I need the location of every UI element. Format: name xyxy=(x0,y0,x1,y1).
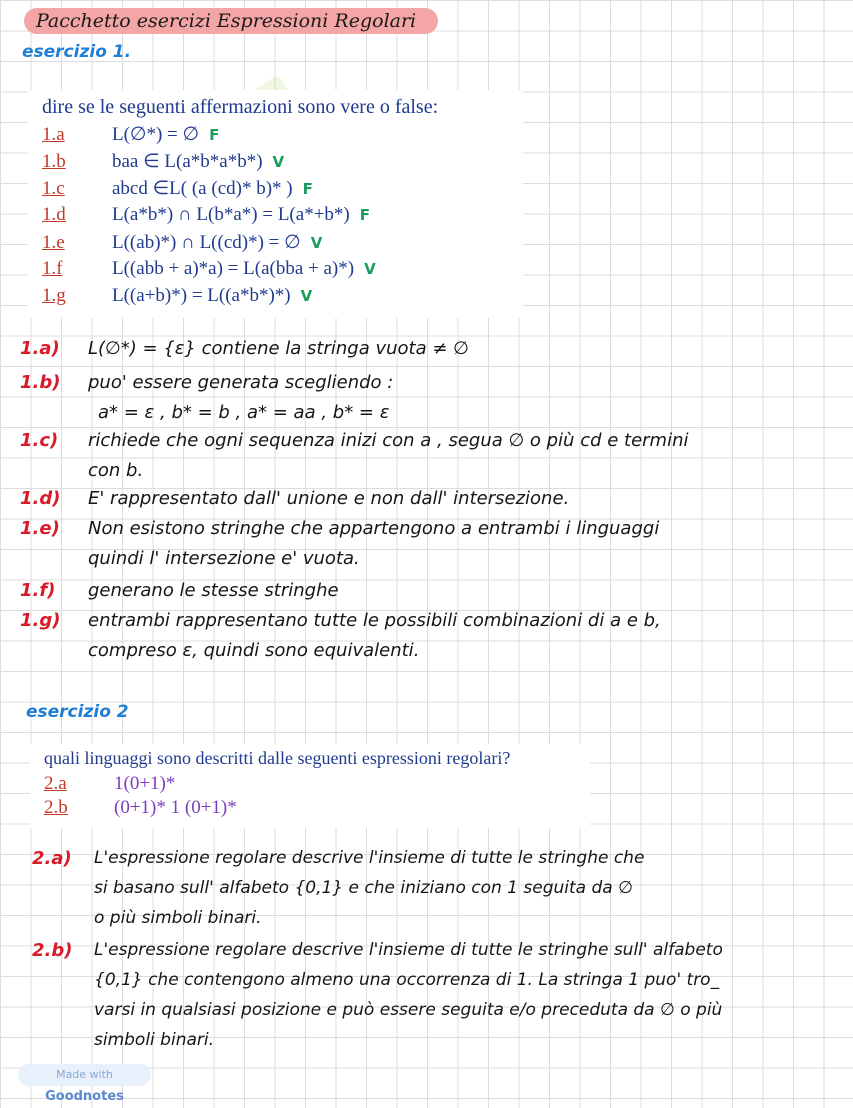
answer-text-line: L(∅*) = {ε} contiene la stringa vuota ≠ ∅ xyxy=(88,338,469,359)
answer-label: 1.f) xyxy=(20,580,56,601)
truth-mark: V xyxy=(300,287,313,305)
statement-expression: L(a*b*) ∩ L(b*a*) = L(a*+b*) xyxy=(112,204,350,225)
brand-name: Goodnotes xyxy=(45,1089,124,1104)
answer-label: 1.e) xyxy=(20,518,60,539)
truth-mark: V xyxy=(272,153,285,171)
answer-text-line: E' rappresentato dall' unione e non dall' intersezione. xyxy=(88,488,570,509)
answer-text-line: generano le stesse stringhe xyxy=(88,580,339,601)
answer-text-line: quindi l' intersezione e' vuota. xyxy=(88,548,360,569)
expression-label: 2.b xyxy=(44,797,68,818)
answer-text-line: Non esistono stringhe che appartengono a entrambi i linguaggi xyxy=(88,518,660,539)
statement-label: 1.a xyxy=(42,124,65,145)
answer-text-line: simboli binari. xyxy=(94,1030,215,1050)
statement-label: 1.b xyxy=(42,151,66,172)
answer-text-line: {0,1} che contengono almeno una occorrenza di 1. La stringa 1 puo' tro_ xyxy=(94,970,720,990)
answer-label: 1.c) xyxy=(20,430,59,451)
statement-label: 1.d xyxy=(42,204,66,225)
answer-text-line: puo' essere generata scegliendo : xyxy=(88,372,394,393)
truth-mark: V xyxy=(364,260,376,278)
answer-text-line: entrambi rappresentano tutte le possibili combinazioni di a e b, xyxy=(88,610,661,631)
exercise-2-heading: esercizio 2 xyxy=(26,702,129,722)
exercise-1-intro: dire se le seguenti affermazioni sono vere o false: xyxy=(42,96,439,118)
answer-text-line: compreso ε, quindi sono equivalenti. xyxy=(88,640,420,661)
statement-label: 1.f xyxy=(42,258,63,279)
statement-expression: abcd ∈L( (a (cd)* b)* ) xyxy=(112,178,293,199)
statement-expression: L((abb + a)*a) = L(a(bba + a)*) xyxy=(112,258,355,279)
answer-label: 2.b) xyxy=(32,940,73,961)
answer-text-line: L'espressione regolare descrive l'insieme di tutte le stringhe che xyxy=(94,848,645,868)
truth-mark: F xyxy=(359,206,370,224)
statement-expression: L(∅*) = ∅ xyxy=(112,124,200,145)
answer-text-line: richiede che ogni sequenza inizi con a , segua ∅ o più cd e termini xyxy=(88,430,689,451)
answer-text-line: con b. xyxy=(88,460,144,481)
answer-text-line: L'espressione regolare descrive l'insieme di tutte le stringhe sull' alfabeto xyxy=(94,940,723,960)
statement-label: 1.e xyxy=(42,232,65,253)
answer-label: 1.a) xyxy=(20,338,60,359)
statement-expression: L((a+b)*) = L((a*b*)*) xyxy=(112,285,291,306)
statement-label: 1.g xyxy=(42,285,66,306)
answer-label: 1.d) xyxy=(20,488,61,509)
expression-label: 2.a xyxy=(44,773,67,794)
statement-label: 1.c xyxy=(42,178,65,199)
truth-mark: F xyxy=(209,126,220,144)
answer-text-line: a* = ε , b* = b , a* = aa , b* = ε xyxy=(98,402,390,423)
truth-mark: V xyxy=(310,234,323,252)
made-with-badge xyxy=(18,1064,151,1104)
statement-expression: L((ab)*) ∩ L((cd)*) = ∅ xyxy=(112,232,301,253)
answer-text-line: varsi in qualsiasi posizione e può essere seguita e/o preceduta da ∅ o più xyxy=(94,1000,723,1020)
regular-expression: (0+1)* 1 (0+1)* xyxy=(114,797,237,818)
answer-text-line: si basano sull' alfabeto {0,1} e che iniziano con 1 seguita da ∅ xyxy=(94,878,633,898)
answer-text-line: o più simboli binari. xyxy=(94,908,262,928)
answer-label: 1.b) xyxy=(20,372,61,393)
exercise-2-intro: quali linguaggi sono descritti dalle seguenti espressioni regolari? xyxy=(44,748,511,768)
answer-label: 2.a) xyxy=(32,848,72,869)
made-with-text: Made with xyxy=(56,1068,113,1081)
statement-expression: baa ∈ L(a*b*a*b*) xyxy=(112,151,263,172)
truth-mark: F xyxy=(302,180,313,198)
regular-expression: 1(0+1)* xyxy=(114,773,176,794)
exercise-1-heading: esercizio 1. xyxy=(22,42,132,62)
answer-label: 1.g) xyxy=(20,610,61,631)
page-title: Pacchetto esercizi Espressioni Regolari xyxy=(24,8,438,34)
